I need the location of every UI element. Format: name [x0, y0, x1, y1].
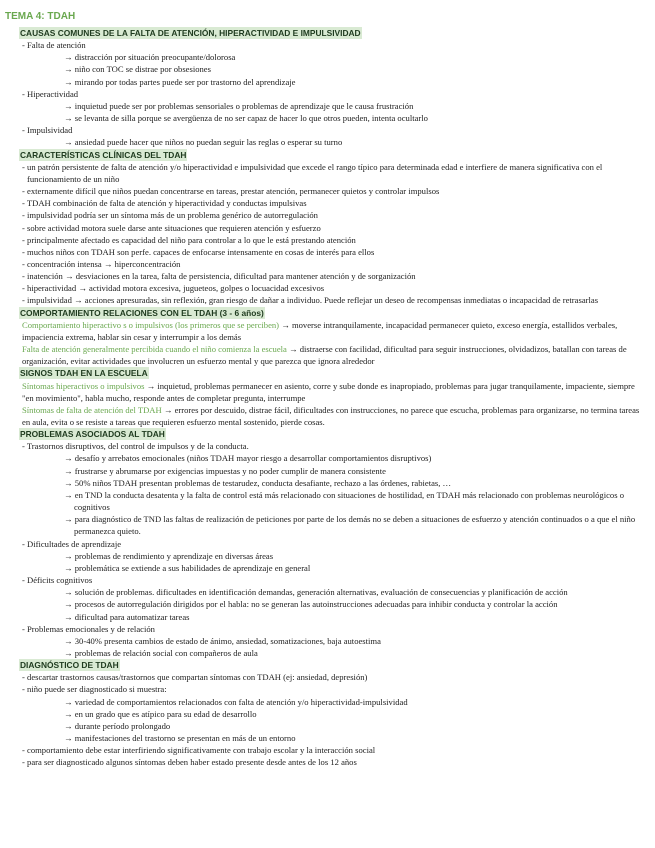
list-item	[5, 270, 647, 282]
sub-list-item	[27, 452, 647, 464]
list-item	[5, 246, 647, 258]
diagnosis-list	[5, 671, 647, 768]
list-item	[5, 683, 647, 744]
list-item-label: - Dificultades de aprendizaje	[22, 539, 121, 549]
paragraph-text: → errores por descuido, distrae fácil, dificultades con instrucciones, no parece que escucha, problemas para organizarse, no termina tareas en aula, evita o se resiste a tareas que requieren esfuerzo mental sostenido, pierde cosas.	[22, 404, 640, 427]
sub-list-item	[27, 489, 647, 513]
section-behavior	[5, 307, 647, 368]
list-item	[5, 124, 647, 148]
sub-item-text: → solución de problemas. dificultades en identificación demandas, generación alternativas, evaluación de consecuencias y planificación de acción	[64, 587, 568, 597]
list-item-text: - un patrón persistente de falta de atención y/o hiperactividad e impulsividad que excede el rango típico para determinada edad e interfiere de manera significativa con el funcionamiento de un niño	[22, 162, 602, 184]
list-item-label: - Hiperactividad	[22, 89, 78, 99]
sub-item-text: → dificultad para automatizar tareas	[64, 612, 190, 622]
list-item-text: - niño puede ser diagnosticado si muestra:	[22, 684, 167, 694]
paragraph	[5, 404, 647, 428]
section-clinical	[5, 149, 647, 307]
paragraph-text: → inquietud, problemas permanecer en asiento, corre y sube donde es inapropiado, problemas para jugar tranquilamente, impaciente, siempre "en movimiento", habla mucho, responde antes de completar pregunta, interrumpe	[22, 380, 635, 403]
sub-list-item	[27, 586, 647, 598]
sub-list-item	[27, 76, 647, 88]
sub-item-text: → frustrarse y abrumarse por exigencias impuestas y no poder cumplir de manera consistente	[64, 466, 386, 476]
section-heading: SIGNOS TDAH EN LA ESCUELA	[20, 368, 148, 379]
list-item-text: - descartar trastornos causas/trastornos que compartan síntomas con TDAH (ej: ansiedad, depresión)	[22, 672, 367, 682]
list-item	[5, 185, 647, 197]
paragraph	[5, 343, 647, 367]
highlighted-lead: Síntomas hiperactivos o impulsivos	[22, 380, 145, 391]
list-item-text: - TDAH combinación de falta de atención y hiperactividad y conductas impulsivas	[22, 198, 307, 208]
list-item	[5, 756, 647, 768]
highlighted-lead: Comportamiento hiperactivo s o impulsivos (los primeros que se perciben)	[22, 319, 280, 330]
sub-item-text: → niño con TOC se distrae por obsesiones	[64, 64, 211, 74]
clinical-list	[5, 161, 647, 307]
sub-list-item	[27, 598, 647, 610]
list-item-text: - externamente difícil que niños puedan concentrarse en tareas, prestar atención, permanecer quietos y controlar impulsos	[22, 186, 439, 196]
paragraph	[5, 380, 647, 404]
sub-item-text: → problemas de rendimiento y aprendizaje en diversas áreas	[64, 551, 273, 561]
list-item	[5, 39, 647, 88]
list-item	[5, 258, 647, 270]
list-item-label: - Problemas emocionales y de relación	[22, 624, 155, 634]
sub-list-item	[27, 611, 647, 623]
sub-list-item	[27, 51, 647, 63]
highlighted-lead: Síntomas de falta de atención del TDAH	[22, 404, 162, 415]
sub-list-item	[27, 708, 647, 720]
sub-list-item	[27, 63, 647, 75]
sub-list-item	[27, 477, 647, 489]
problems-list	[5, 440, 647, 659]
list-item-label: - Trastornos disruptivos, del control de impulsos y de la conducta.	[22, 441, 249, 451]
page-title: TEMA 4: TDAH	[5, 11, 76, 22]
section-heading: COMPORTAMIENTO RELACIONES CON EL TDAH (3 - 6 años)	[20, 307, 264, 318]
list-item	[5, 209, 647, 221]
list-item-text: - muchos niños con TDAH son perfe. capaces de enfocarse intensamente en cosas de interés para ellos	[22, 247, 374, 257]
sub-item-text: → en un grado que es atípico para su edad de desarrollo	[64, 709, 257, 719]
section-diagnosis	[5, 659, 647, 768]
sub-list-item	[27, 635, 647, 647]
highlighted-lead: Falta de atención generalmente percibida cuando el niño comienza la escuela	[22, 344, 287, 355]
sub-list-item	[27, 513, 647, 537]
list-item	[5, 294, 647, 306]
list-item-label: - Déficits cognitivos	[22, 575, 92, 585]
list-item-label: - Falta de atención	[22, 40, 86, 50]
list-item	[5, 222, 647, 234]
sub-item-text: → variedad de comportamientos relacionados con falta de atención y/o hiperactividad-impulsividad	[64, 697, 408, 707]
causes-list	[5, 39, 647, 148]
list-item-text: - hiperactividad → actividad motora excesiva, jugueteos, golpes o locuacidad excesivos	[22, 283, 324, 293]
sub-item-text: → problemática se extiende a sus habilidades de aprendizaje en general	[64, 563, 310, 573]
list-item	[5, 538, 647, 574]
sub-list-item	[27, 696, 647, 708]
sub-item-text: → procesos de autorregulación dirigidos por el habla: no se generan las autoinstrucciones adecuadas para inhibir conducta y controlar la acción	[64, 599, 558, 609]
list-item	[5, 282, 647, 294]
sub-list-item	[27, 550, 647, 562]
sub-item-text: → 50% niños TDAH presentan problemas de testarudez, conducta desafiante, rechazo a las órdenes, rabietas, …	[64, 478, 451, 488]
section-heading: DIAGNÓSTICO DE TDAH	[20, 660, 119, 671]
list-item	[5, 234, 647, 246]
section-heading: CAUSAS COMUNES DE LA FALTA DE ATENCIÓN, HIPERACTIVIDAD E IMPULSIVIDAD	[20, 28, 361, 38]
sub-list-item	[27, 647, 647, 659]
sub-item-text: → en TND la conducta desatenta y la falta de control está más relacionado con situaciones de hostilidad, en TDAH más relacionado con problemas neurológicos o cognitivos	[64, 490, 624, 512]
sub-item-text: → manifestaciones del trastorno se presentan en más de un entorno	[64, 733, 296, 743]
sub-list-item	[27, 732, 647, 744]
list-item-text: - inatención → desviaciones en la tarea, falta de persistencia, dificultad para mantener atención y de sorganización	[22, 271, 416, 281]
sub-item-text: → ansiedad puede hacer que niños no puedan seguir las reglas o esperar su turno	[64, 137, 342, 147]
sub-item-text: → se levanta de silla porque se avergüenza de no ser capaz de hacer lo que otros pueden, intenta ocultarlo	[64, 113, 428, 123]
section-heading: PROBLEMAS ASOCIADOS AL TDAH	[20, 429, 165, 440]
list-item	[5, 671, 647, 683]
list-item	[5, 88, 647, 124]
sub-item-text: → desafío y arrebatos emocionales (niños TDAH mayor riesgo a desarrollar comportamientos disruptivos)	[64, 453, 431, 463]
list-item-text: - para ser diagnosticado algunos síntomas deben haber estado presente desde antes de los 12 años	[22, 757, 357, 767]
list-item	[5, 744, 647, 756]
sub-list-item	[27, 465, 647, 477]
sub-list-item	[27, 112, 647, 124]
paragraph-text: → distraerse con facilidad, dificultad para seguir instrucciones, olvidadizos, batallan con tareas de organización, evitar actividades que involucren un esfuerzo mental y que parezca que ignora alrededor	[22, 344, 627, 367]
paragraph-text: → moverse intranquilamente, incapacidad permanecer quieto, exceso energía, estallidos verbales, impaciencia extrema, hablar sin cesar y interrumpir a los demás	[22, 319, 618, 342]
sub-item-text: → problemas de relación social con compañeros de aula	[64, 648, 258, 658]
section-school	[5, 367, 647, 428]
sub-list-item	[27, 720, 647, 732]
section-problems	[5, 428, 647, 659]
sub-item-text: → inquietud puede ser por problemas sensoriales o problemas de aprendizaje que le causa frustración	[64, 101, 413, 111]
list-item	[5, 623, 647, 659]
section-causes	[5, 27, 647, 149]
list-item-label: - Impulsividad	[22, 125, 72, 135]
sub-item-text: → durante período prolongado	[64, 721, 170, 731]
list-item	[5, 574, 647, 623]
sub-list-item	[27, 562, 647, 574]
sub-item-text: → para diagnóstico de TND las faltas de realización de peticiones por parte de los demás no se deben a situaciones de esfuerzo y atención continuados o a que el niño permanezca quieto.	[64, 514, 635, 536]
sub-item-text: → mirando por todas partes puede ser por trastorno del aprendizaje	[64, 77, 295, 87]
list-item-text: - sobre actividad motora suele darse ante situaciones que requieren atención y esfuerzo	[22, 223, 321, 233]
list-item-text: - concentración intensa → hiperconcentración	[22, 259, 180, 269]
list-item	[5, 161, 647, 185]
sub-item-text: → 30-40% presenta cambios de estado de ánimo, ansiedad, somatizaciones, baja autoestima	[64, 636, 381, 646]
list-item	[5, 440, 647, 537]
sub-item-text: → distracción por situación preocupante/dolorosa	[64, 52, 235, 62]
list-item-text: - principalmente afectado es capacidad del niño para controlar a lo que le está prestando atención	[22, 235, 356, 245]
paragraph	[5, 319, 647, 343]
list-item	[5, 197, 647, 209]
list-item-text: - comportamiento debe estar interfiriendo significativamente con trabajo escolar y la interacción social	[22, 745, 375, 755]
list-item-text: - impulsividad podría ser un síntoma más de un problema genérico de autorregulación	[22, 210, 318, 220]
sub-list-item	[27, 136, 647, 148]
section-heading: CARACTERÍSTICAS CLÍNICAS DEL TDAH	[20, 149, 187, 160]
sub-list-item	[27, 100, 647, 112]
list-item-text: - impulsividad → acciones apresuradas, sin reflexión, gran riesgo de dañar a individuo. Puede reflejar un deseo de recompensas inmediatas o incapacidad de retrasarlas	[22, 295, 598, 305]
